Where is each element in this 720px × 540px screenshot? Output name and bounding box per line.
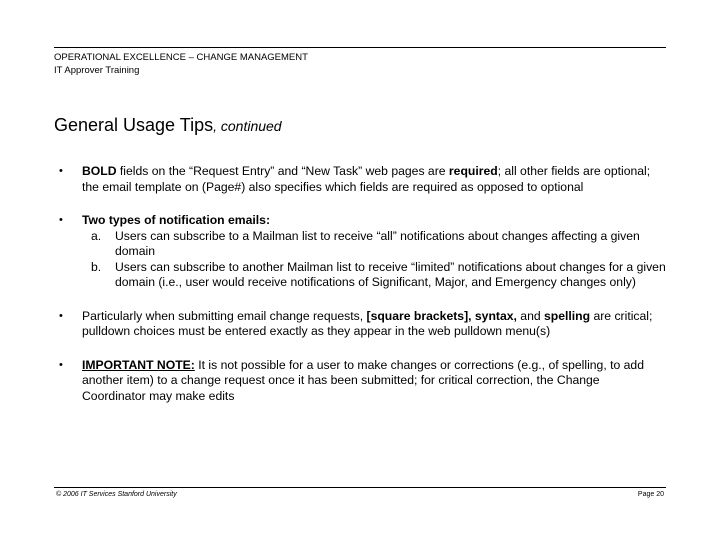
bullet-item-notification-emails	[54, 213, 666, 291]
bullet-item-important-note: • IMPORTANT NOTE: It is not possible for a user to make changes or corrections (e.g., of spelling, to add another item) to a change request once it has been submitted; for critical correction, the Change Coordinator may make edits	[59, 357, 644, 403]
sub-item-all: a. Users can subscribe to a Mailman list to receive “all” notifications about changes affecting a given domain	[91, 228, 640, 258]
footer-page-number: Page 20	[637, 491, 664, 498]
bold-word: BOLD	[82, 164, 117, 178]
notification-heading: Two types of notification emails:	[82, 213, 271, 227]
bullet-dot: •	[59, 214, 63, 226]
bullet-item-bold-fields: • BOLD fields on the “Request Entry” and “New Task” web pages are required; all other fields are optional; the email template on (Page#) also specifies which fields are required as opposed to optional	[59, 164, 651, 194]
bullet-dot: •	[59, 309, 63, 322]
title-main: General Usage Tips	[54, 115, 214, 135]
footer-rule	[54, 487, 666, 488]
bullet-item-email-syntax: • Particularly when submitting email change requests, [square brackets], syntax, and spelling are critical; pulldown choices must be entered exactly as they appear in the web pulldown menu(s)	[59, 308, 653, 338]
bullet-dot: •	[59, 358, 63, 371]
header-line-2: IT Approver Training	[54, 64, 140, 76]
spelling-word: spelling	[544, 308, 591, 323]
title-subtitle: , continued	[213, 118, 282, 134]
sub-list	[82, 229, 666, 291]
footer-copyright: © 2006 IT Services Stanford University	[56, 491, 177, 498]
header-rule	[54, 47, 666, 48]
sub-item-marker: a.	[91, 228, 102, 243]
bullet-list	[54, 164, 666, 422]
square-brackets-phrase: [square brackets], syntax,	[366, 308, 517, 323]
required-word: required	[448, 164, 498, 178]
sub-item-limited: b. Users can subscribe to another Mailman list to receive “limited” notifications about changes for a given domain (i.e., user would receive notifications of Significant, Major, and Emergency changes only)	[91, 259, 666, 289]
important-note-label: IMPORTANT NOTE:	[82, 357, 195, 372]
bullet-dot: •	[59, 165, 63, 177]
page-title	[54, 115, 282, 136]
header-line-1: OPERATIONAL EXCELLENCE – CHANGE MANAGEMENT	[54, 52, 308, 63]
sub-item-marker: b.	[91, 259, 102, 274]
slide-header	[54, 52, 308, 77]
